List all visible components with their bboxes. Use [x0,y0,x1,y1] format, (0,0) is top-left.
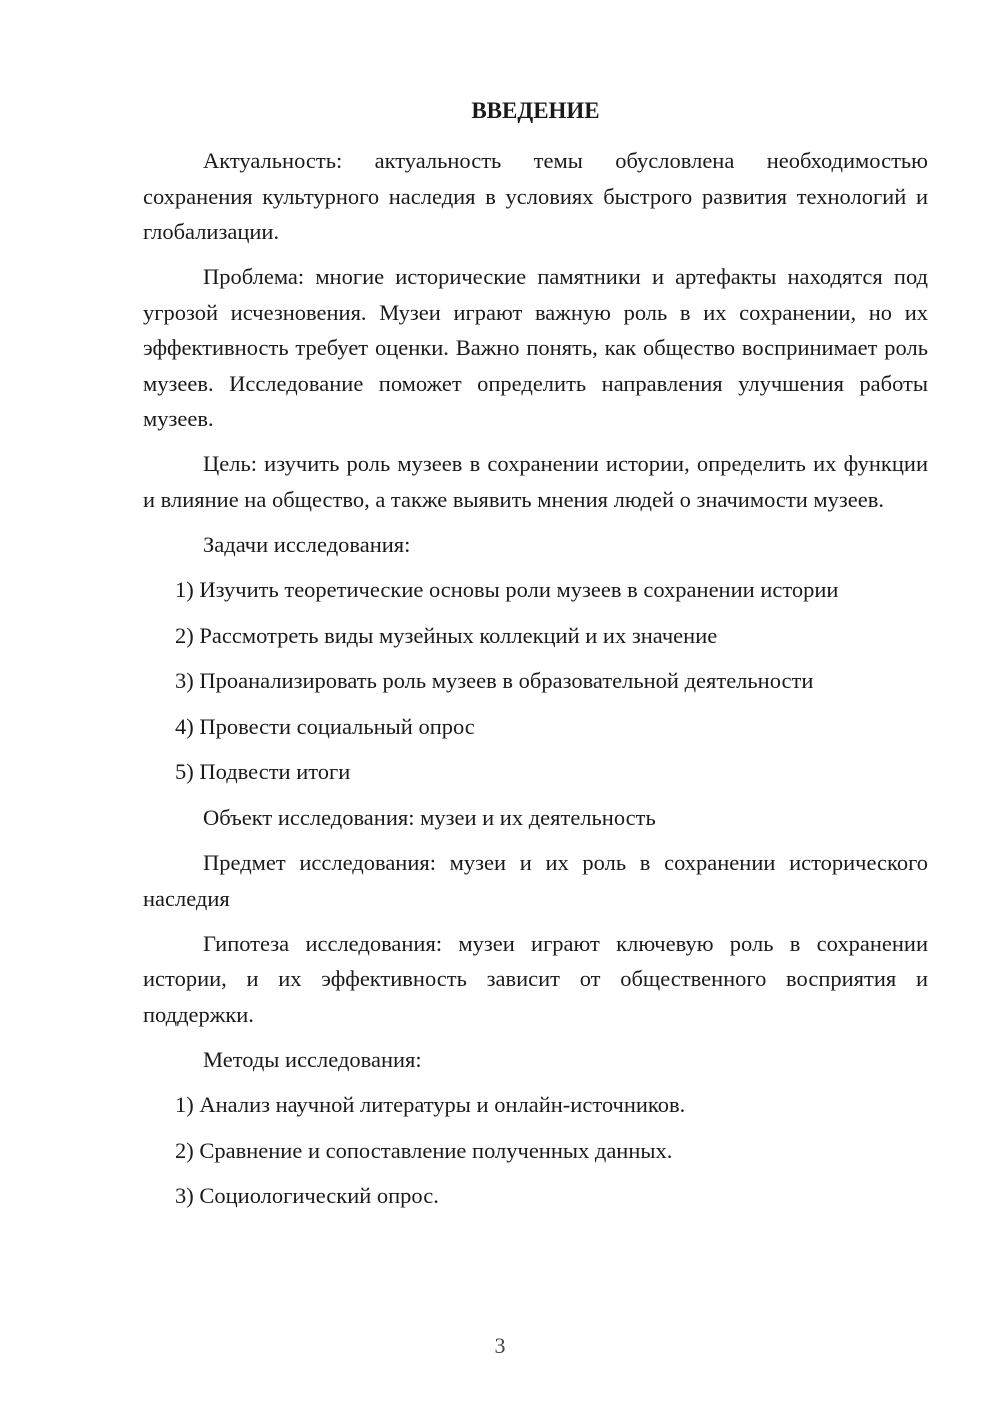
list-item: 3) Проанализировать роль музеев в образовательной деятельности [175,668,814,693]
page-number: 3 [494,1333,506,1358]
list-item: 2) Рассмотреть виды музейных коллекций и их значение [175,622,718,648]
document-body [143,143,928,1224]
subject-paragraph: Предмет исследования: музеи и их роль в сохранении исторического наследия [143,850,928,911]
list-item: 3) Социологический опрос. [175,1183,439,1208]
list-item: 1) Изучить теоретические основы роли музеев в сохранении истории [175,577,839,602]
methods-list [143,1087,928,1214]
list-item: 4) Провести социальный опрос [175,713,475,739]
goal-paragraph: Цель: изучить роль музеев в сохранении истории, определить их функции и влияние на общество, а также выявить мнения людей о значимости музеев. [143,451,928,512]
tasks-title: Задачи исследования: [203,531,411,557]
list-item: 5) Подвести итоги [175,759,351,784]
list-item: 1) Анализ научной литературы и онлайн-источников. [175,1092,686,1117]
hypothesis-paragraph: Гипотеза исследования: музеи играют ключевую роль в сохранении истории, и их эффективность зависит от общественного восприятия и поддержки. [143,930,928,1027]
relevance-paragraph: Актуальность: актуальность темы обусловлена необходимостью сохранения культурного наследия в условиях быстрого развития технологий и глобализации. [143,148,928,244]
list-item: 2) Сравнение и сопоставление полученных данных. [175,1137,673,1163]
tasks-list [143,572,928,790]
problem-paragraph: Проблема: многие исторические памятники и артефакты находятся под угрозой исчезновения. Музеи играют важную роль в их сохранении, но их эффективность требует оценки. Важно понять, как общество воспринимает роль музеев. Исследование поможет определить направления улучшения работы музеев. [143,264,928,431]
methods-title: Методы исследования: [203,1046,422,1072]
object-paragraph: Объект исследования: музеи и их деятельность [203,804,656,830]
section-heading: ВВЕДЕНИЕ [471,98,600,123]
